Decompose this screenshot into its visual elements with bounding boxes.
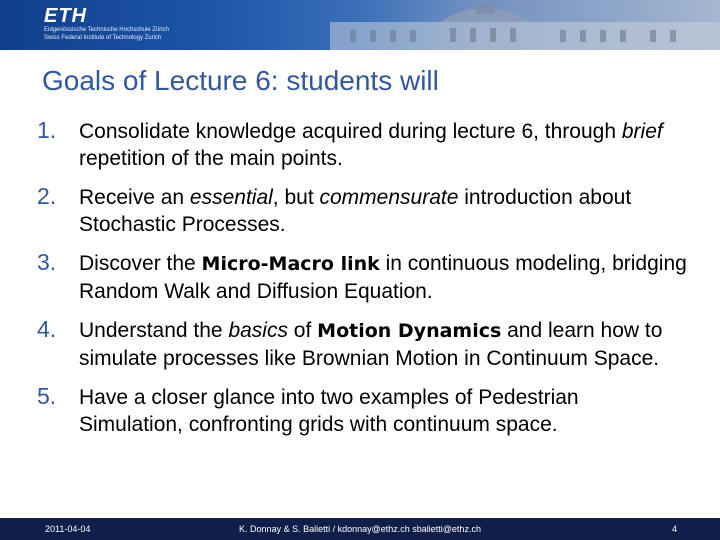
footer-date: 2011-04-04: [45, 524, 91, 534]
goal-text: and learn how to simulate processes like Brownian Motion in Continuum Space.: [79, 319, 663, 370]
goal-text: basics: [228, 319, 288, 342]
goal-item: [37, 384, 687, 438]
page-number: 4: [672, 524, 678, 534]
slide-title: Goals of Lecture 6: students will: [42, 65, 439, 96]
goal-number: 5.: [37, 383, 57, 409]
goal-text: essential: [189, 186, 273, 209]
goal-number: 1.: [37, 117, 57, 143]
goal-text: Have a closer glance into two examples of Pedestrian Simulation, confronting grids with continuum space.: [79, 386, 579, 436]
goal-text: brief: [621, 120, 663, 143]
goal-number: 2.: [37, 183, 57, 209]
goal-item: [37, 317, 687, 372]
goal-item: [37, 250, 687, 305]
footer-bar: [0, 518, 720, 540]
goal-number: 4.: [37, 316, 57, 342]
goal-item: [37, 118, 687, 172]
goal-text: introduction about Stochastic Processes.: [79, 186, 632, 236]
goal-item: [37, 184, 687, 238]
goal-text: , but: [272, 186, 320, 209]
eth-logo: [44, 6, 169, 42]
goal-number: 3.: [37, 249, 57, 275]
eth-logo-mark: ETH: [44, 5, 87, 27]
goal-text: Discover the: [79, 252, 202, 275]
goal-text: Consolidate knowledge acquired during lecture 6, through: [79, 120, 622, 143]
goal-text: commensurate: [319, 186, 459, 209]
goal-text: Micro-Macro link: [201, 253, 380, 275]
goals-list: [37, 118, 687, 450]
institution-name-de: Eidgenössische Technische Hochschule Zürich: [44, 27, 169, 33]
goal-text: repetition of the main points.: [79, 147, 343, 170]
footer-authors: K. Donnay & S. Balietti / kdonnay@ethz.ch sbalietti@ethz.ch: [239, 524, 481, 534]
institution-name-en: Swiss Federal Institute of Technology Zurich: [44, 35, 162, 41]
building-photo: [270, 0, 720, 50]
goal-text: Motion Dynamics: [317, 320, 502, 342]
goal-text: in continuous modeling, bridging Random Walk and Diffusion Equation.: [79, 252, 687, 303]
goal-text: Receive an: [79, 186, 190, 209]
goal-text: of: [287, 319, 318, 342]
goal-text: Understand the: [79, 319, 229, 342]
header-banner: [0, 0, 720, 50]
